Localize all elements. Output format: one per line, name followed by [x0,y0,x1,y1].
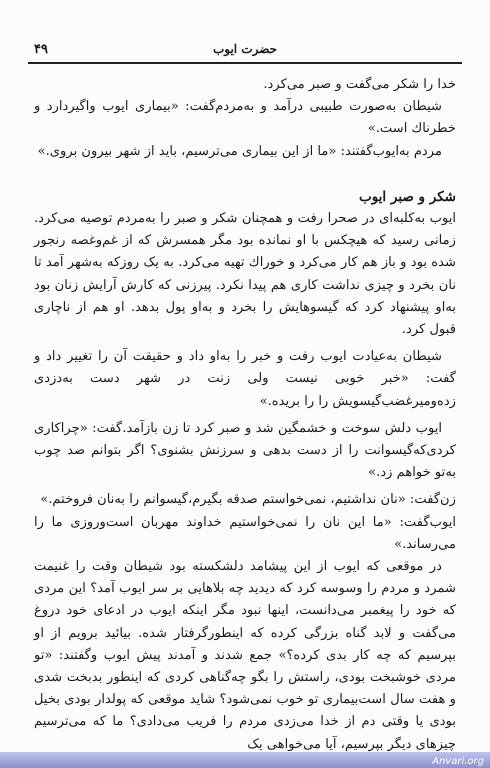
paragraph: مردم به‌ایوب‌گفتند: «ما از این بیماری می‌ترسیم، باید از شهر بیرون بروی.» [37,143,442,159]
text-line: خدا را شکر می‌گفت و صبر می‌کرد. [263,77,456,92]
paragraph: شیطان به‌صورت طبیبی درآمد و به‌مردم‌گفت: «بیماری ایوب واگیردارد و خطرناك است.» [34,99,456,137]
header-rule [28,62,462,64]
page-header [28,38,462,64]
spacer [34,163,456,186]
footer-bar [0,752,490,768]
paragraph: ایوب‌گفت: «ما این نان را نمی‌خواستیم خداوند مهربان است‌وروزی ما را می‌رساند.» [34,514,456,552]
watermark: Anvari.org [432,756,484,767]
section-heading: شکر و صبر ایوب [358,188,456,205]
paragraph: در موقعی که ایوب از این پیشامد دلشکسته بود شیطان وقت را غنیمت شمرد و مردم را وسوسه کرد که دیدید چه بلاهایی بر سر ایوب آمد؟ این مردی که خود را پیغمبر می‌دانست، اینها نبود مگر اینکه ایوب در ادعای خود دروغ می‌گفت و لابد گناه بزرگی کرده که اینطورگرفتار شده. بیائید برویم از او بپرسیم که چه کار بدی کرده؟» جمع شدند و آمدند پیش ایوب وگفتند: «تو مردی خوشبخت بودی، راستش را بگو چه‌گناهی کردی که اینطور بدبخت شدی و هفت سال است‌بیماری تو خوب نمی‌شود؟ شاید موقعی که پولدار بودی بخیل بودی یا وقتی دم از خدا می‌زدی مردم را فریب می‌دادی؟ ما که می‌ترسیم چیزهای دیگر بپرسیم، آیا می‌خواهی یک [34,559,456,752]
paragraph: شیطان به‌عیادت ایوب رفت و خبر را به‌او داد و حقیقت آن را تغییر داد و گفت: «خبر خوبی نیست ولی زنت در شهر دست به‌دزدی زده‌و‌میرغضب‌گیسویش را را بریده.» [34,349,456,409]
paragraph: ایوب به‌کلبه‌ای در صحرا رفت و همچنان شکر و صبر را به‌مردم توصیه می‌کرد. زمانی رسید که هیچکس با او نمانده بود مگر همسرش که از غم‌وغصه رنجور شده بود و باز هم کار می‌کرد و خوراك تهیه می‌کرد. به یک روزکه به‌شهر آمد تا نان بخرد و چیزی نداشت کاری هم پیدا نکرد. پیرزنی که کارش آرایش زنان بود به‌او پیشنهاد کرد که گیسوهایش را بخرد و به‌او پول بدهد. او هم از ناچاری قبول کرد. [34,211,456,338]
page-number: ۴۹ [34,42,48,57]
paragraph: ایوب دلش سوخت و خشمگین شد و صبر کرد تا زن بازآمد.گفت: «چرا‌کاری کردی‌که‌گیسوانت را از دست بدهی و سرزنش بشنوی؟ اگر بتوانم صد چوب به‌تو خواهم زد.» [34,420,456,481]
running-title: حضرت ایوب [212,42,278,56]
body-text [34,74,456,756]
paragraph: زن‌گفت: «نان نداشتیم، نمی‌خواستم صدقه بگیرم،گیسوانم را به‌نان فروختم.» [40,492,456,508]
